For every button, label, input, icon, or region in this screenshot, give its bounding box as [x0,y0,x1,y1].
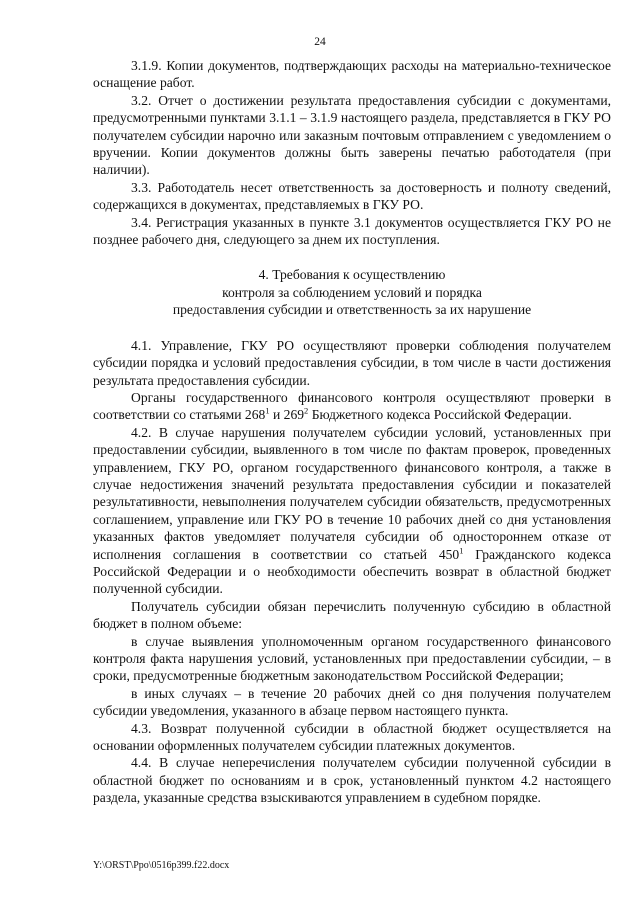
page-number: 24 [314,36,326,48]
text-run: 4.2. В случае нарушения получателем субсидии условий, установленных при предоставлении субсидии, выявленного в том числе по фактам проверок, проведенных управлением, ГКУ РО, органом государственного финансового контроля, а также в случае недостижения значений результата предоставления субсидии и показателей результативности, невыполнения получателем субсидии обязательств, предусмотренных соглашением, управление или ГКУ РО в течение 10 рабочих дней со дня установления указанных фактов уведомляет получателя субсидии об одностороннем отказе от исполнения соглашения в соответствии со статьей 450 [93,424,611,562]
paragraph-3-4: 3.4. Регистрация указанных в пункте 3.1 документов осуществляется ГКУ РО не позднее рабочего дня, следующего за днем их поступления. [93,214,611,248]
paragraph-refund-case-1: в случае выявления уполномоченным органом государственного финансового контроля факта нарушения условий, установленных при предоставлении субсидии, – в сроки, предусмотренные бюджетным законодательством Российской Федерации; [93,633,611,684]
paragraph-4-1: 4.1. Управление, ГКУ РО осуществляют проверки соблюдения получателем субсидии порядка и условий предоставления субсидии, в том числе в части достижения результата предоставления субсидии. [93,337,611,388]
paragraph-refund-case-2: в иных случаях – в течение 20 рабочих дней со дня получения получателем субсидии уведомления, указанного в абзаце первом настоящего пункта. [93,685,611,719]
paragraph-3-2: 3.2. Отчет о достижении результата предоставления субсидии с документами, предусмотренными пунктами 3.1.1 – 3.1.9 настоящего раздела, представляется в ГКУ РО получателем субсидии нарочно или заказным почтовым отправлением с уведомлением о вручении. Копии документов должны быть заверены печатью работодателя (при наличии). [93,92,611,178]
paragraph-4-2 [93,424,611,598]
superscript: 1 [459,545,464,556]
text-run: и 269 [269,407,305,423]
text-run: Органы государственного финансового контроля осуществляют проверки в соответствии со статьями 268 [93,389,611,423]
superscript: 1 [265,405,270,416]
paragraph-refund-obligation: Получатель субсидии обязан перечислить полученную субсидию в областной бюджет в полном объеме: [93,598,611,632]
section-heading-line-1: 4. Требования к осуществлению [258,267,446,283]
spacer [93,248,611,266]
document-body [93,57,611,807]
section-heading-line-3: предоставления субсидии и ответственность за их нарушение [172,302,532,318]
paragraph-4-3: 4.3. Возврат полученной субсидии в областной бюджет осуществляется на основании оформленных получателем субсидии платежных документов. [93,720,611,754]
text-run: Гражданского кодекса Российской Федерации и о необходимости обеспечить возврат в областной бюджет полученной субсидии. [93,546,612,597]
section-heading [93,266,611,318]
paragraph-3-3: 3.3. Работодатель несет ответственность за достоверность и полноту сведений, содержащихся в документах, представляемых в ГКУ РО. [93,179,611,213]
paragraph-financial-control [93,389,611,424]
section-heading-line-2: контроля за соблюдением условий и порядка [222,284,482,300]
superscript: 2 [304,405,309,416]
footer-file-path: Y:\ORST\Ppo\0516p399.f22.docx [93,860,230,871]
text-run: Бюджетного кодекса Российской Федерации. [308,407,572,423]
paragraph-4-4: 4.4. В случае неперечисления получателем субсидии полученной субсидии в областной бюджет по основаниям и в срок, установленный пунктом 4.2 настоящего раздела, указанные средства взыскиваются управлением в судебном порядке. [93,755,611,806]
paragraph-3-1-9: 3.1.9. Копии документов, подтверждающих расходы на материально-техническое оснащение работ. [93,58,611,91]
spacer [93,319,611,337]
